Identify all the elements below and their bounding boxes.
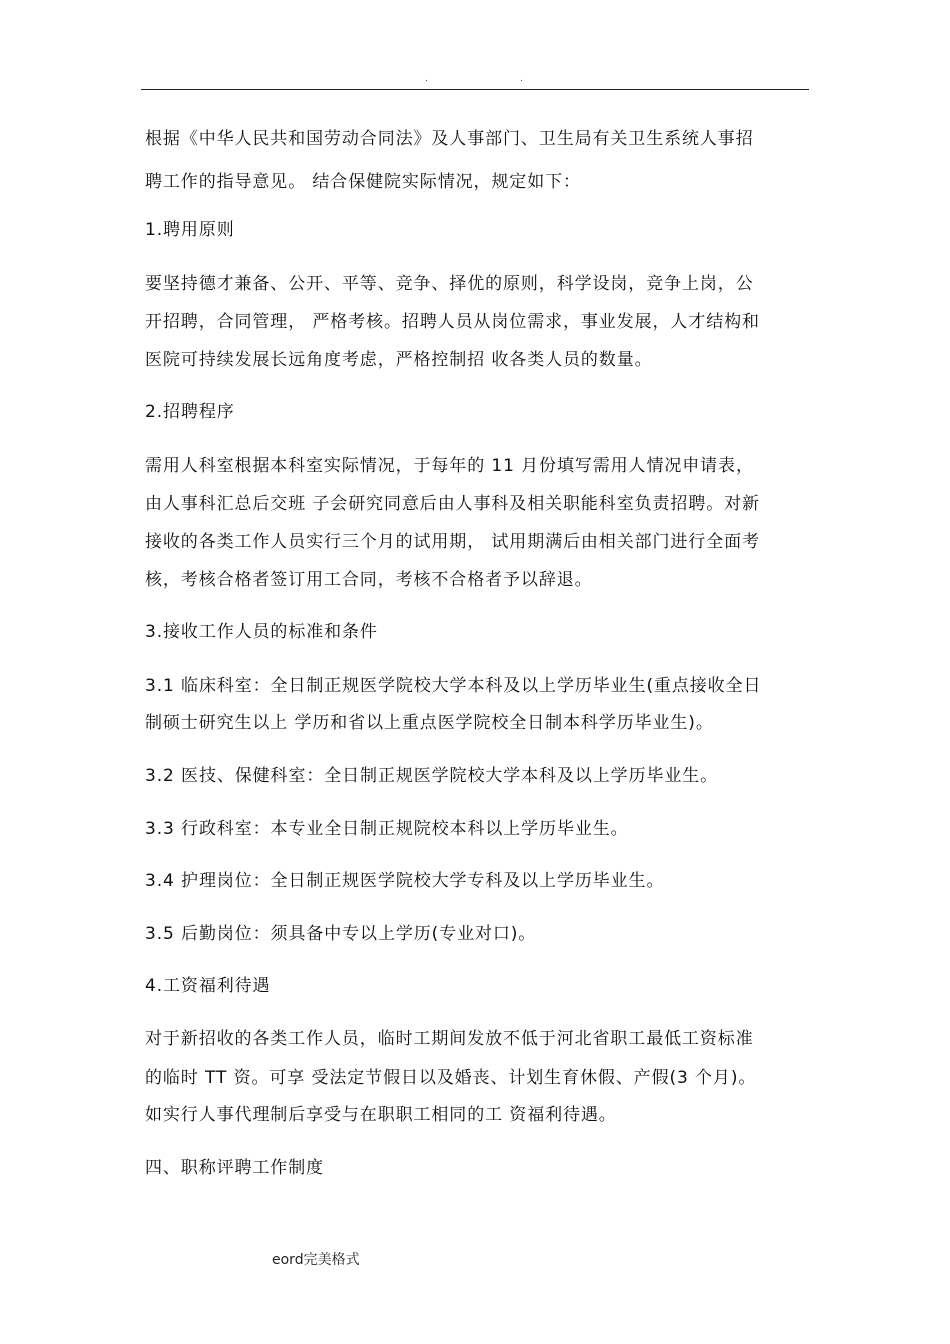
body-line: 对于新招收的各类工作人员，临时工期间发放不低于河北省职工最低工资标准 <box>145 1029 754 1049</box>
header-mark: . <box>425 74 428 84</box>
body-line: 医院可持续发展长远角度考虑，严格控制招 收各类人员的数量。 <box>145 350 653 370</box>
body-line: 需用人科室根据本科室实际情况，于每年的 11 月份填写需用人情况申请表， <box>145 456 754 476</box>
body-line: 由人事科汇总后交班 子会研究同意后由人事科及相关职能科室负责招聘。对新 <box>145 494 760 514</box>
body-line: 开招聘，合同管理， 严格考核。招聘人员从岗位需求，事业发展，人才结构和 <box>145 312 760 332</box>
header-rule <box>141 89 809 90</box>
body-line: 制硕士研究生以上 学历和省以上重点医学院校全日制本科学历毕业生)。 <box>145 713 714 733</box>
body-line: 3.3 行政科室：本专业全日制正规院校本科以上学历毕业生。 <box>145 819 629 839</box>
section-heading: 2.招聘程序 <box>145 402 235 422</box>
section-heading: 1.聘用原则 <box>145 220 235 240</box>
body-line: 接收的各类工作人员实行三个月的试用期， 试用期满后由相关部门进行全面考 <box>145 532 760 552</box>
header-marks <box>0 74 950 88</box>
body-line: 3.4 护理岗位：全日制正规医学院校大学专科及以上学历毕业生。 <box>145 871 665 891</box>
body-line: 聘工作的指导意见。 结合保健院实际情况，规定如下： <box>145 172 581 192</box>
footer-text: eord完美格式 <box>272 1252 360 1268</box>
body-line: 3.5 后勤岗位：须具备中专以上学历(专业对口)。 <box>145 924 537 944</box>
body-line: 根据《中华人民共和国劳动合同法》及人事部门、卫生局有关卫生系统人事招 <box>145 129 754 149</box>
body-line: 的临时 TT 资。可享 受法定节假日以及婚丧、计划生育休假、产假(3 个月)。 <box>145 1068 757 1088</box>
header-mark: . <box>520 74 523 84</box>
section-heading: 4.工资福利待遇 <box>145 976 271 996</box>
chapter-heading: 四、职称评聘工作制度 <box>145 1158 324 1178</box>
body-line: 要坚持德才兼备、公开、平等、竞争、择优的原则，科学设岗，竞争上岗，公 <box>145 274 754 294</box>
body-line: 3.2 医技、保健科室：全日制正规医学院校大学本科及以上学历毕业生。 <box>145 766 719 786</box>
body-line: 核，考核合格者签订用工合同，考核不合格者予以辞退。 <box>145 570 593 590</box>
body-line: 3.1 临床科室：全日制正规医学院校大学本科及以上学历毕业生(重点接收全日 <box>145 676 762 696</box>
section-heading: 3.接收工作人员的标准和条件 <box>145 622 378 642</box>
body-line: 如实行人事代理制后享受与在职职工相同的工 资福利待遇。 <box>145 1105 617 1125</box>
